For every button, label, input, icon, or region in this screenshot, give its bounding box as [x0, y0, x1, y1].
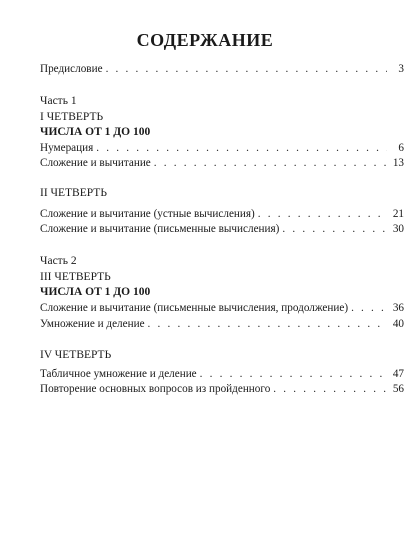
toc-entry-table-multiplication[interactable] [40, 367, 404, 381]
quarter-1-label: I ЧЕТВЕРТЬ [40, 111, 104, 123]
toc-entry-page: 47 [392, 368, 404, 380]
part-1-label: Часть 1 [40, 95, 77, 107]
leader-dots [200, 367, 387, 381]
toc-entry-title: Повторение основных вопросов из пройденного [40, 383, 271, 395]
toc-entry-page: 3 [398, 63, 404, 75]
toc-entry-title: Предисловие [40, 63, 103, 75]
leader-dots [282, 222, 387, 236]
toc-entry-title: Сложение и вычитание (устные вычисления) [40, 208, 255, 220]
toc-entry-page: 30 [392, 223, 404, 235]
leader-dots [258, 207, 387, 221]
toc-entry-title: Умножение и деление [40, 318, 145, 330]
toc-entry-written-calculations-continued[interactable] [40, 301, 404, 315]
quarter-3-topic: ЧИСЛА ОТ 1 ДО 100 [40, 286, 151, 298]
leader-dots [273, 382, 387, 396]
toc-entry-page: 36 [392, 302, 404, 314]
page-title: СОДЕРЖАНИЕ [136, 30, 274, 50]
leader-dots [154, 156, 387, 170]
leader-dots [351, 301, 387, 315]
toc-entry-multiplication-division[interactable] [40, 317, 404, 331]
toc-entry-addition-subtraction[interactable] [40, 156, 404, 170]
quarter-2-label: II ЧЕТВЕРТЬ [40, 187, 107, 199]
toc-entry-title: Табличное умножение и деление [40, 368, 197, 380]
toc-entry-preface[interactable] [40, 62, 404, 76]
part-2-label: Часть 2 [40, 255, 77, 267]
toc-entry-page: 6 [398, 142, 404, 154]
quarter-4-label: IV ЧЕТВЕРТЬ [40, 349, 112, 361]
toc-entry-title: Сложение и вычитание [40, 157, 151, 169]
toc-entry-page: 40 [392, 318, 404, 330]
toc-entry-title: Сложение и вычитание (письменные вычисления) [40, 223, 280, 235]
toc-entry-review[interactable] [40, 382, 404, 396]
toc-entry-page: 13 [392, 157, 404, 169]
toc-entry-page: 21 [392, 208, 404, 220]
leader-dots [106, 62, 387, 76]
quarter-3-label: III ЧЕТВЕРТЬ [40, 271, 111, 283]
toc-entry-title: Нумерация [40, 142, 94, 154]
toc-entry-numbering[interactable] [40, 141, 404, 155]
toc-entry-title: Сложение и вычитание (письменные вычисления, продолжение) [40, 302, 349, 314]
leader-dots [148, 317, 387, 331]
leader-dots [96, 141, 387, 155]
toc-entry-page: 56 [392, 383, 404, 395]
toc-entry-oral-calculations[interactable] [40, 207, 404, 221]
toc-entry-written-calculations[interactable] [40, 222, 404, 236]
quarter-1-topic: ЧИСЛА ОТ 1 ДО 100 [40, 126, 151, 138]
